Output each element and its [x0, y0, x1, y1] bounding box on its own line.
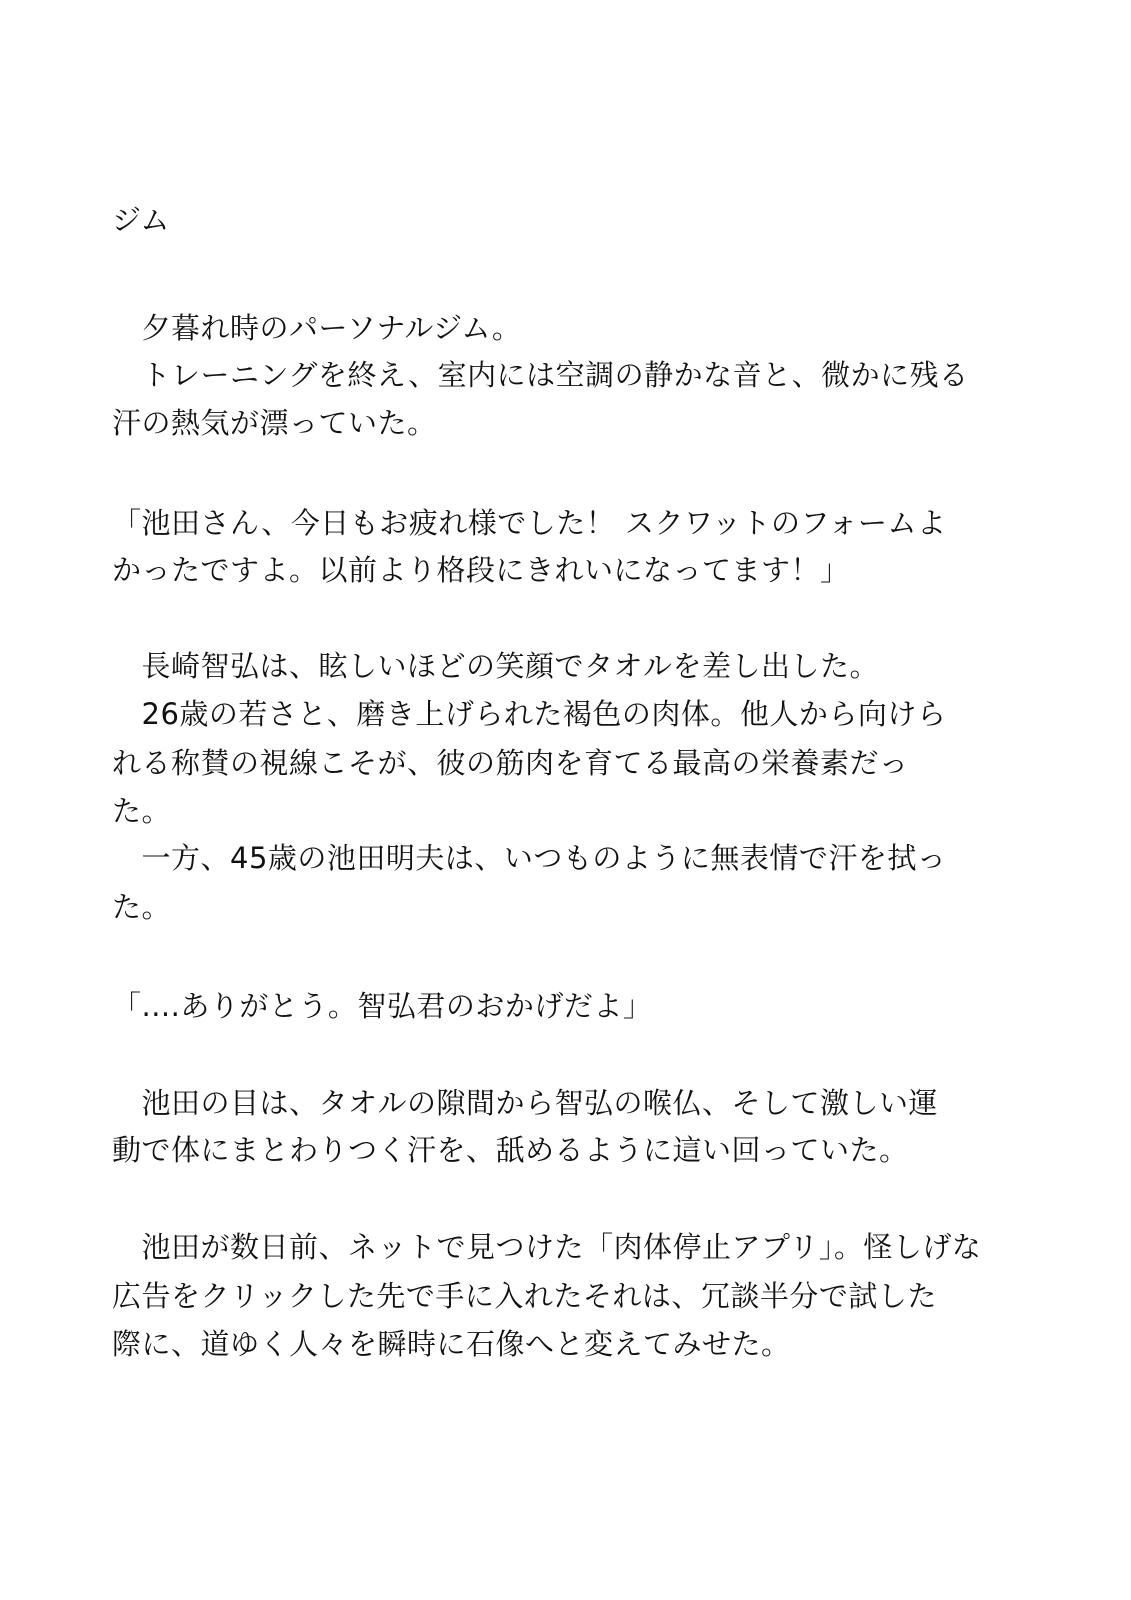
- paragraph-line: た。: [112, 890, 172, 924]
- paragraph-line: トレーニングを終え、室内には空調の静かな音と、微かに残る: [112, 358, 969, 392]
- paragraph-line: れる称賛の視線こそが、彼の筋肉を育てる最高の栄養素だっ: [112, 746, 909, 780]
- paragraph-line: 池田の目は、タオルの隙間から智弘の喉仏、そして激しい運: [112, 1086, 939, 1120]
- paragraph-line: 広告をクリックした先で手に入れたそれは、冗談半分で試した: [112, 1279, 937, 1313]
- paragraph-line: た。: [112, 794, 172, 828]
- paragraph-line: 際に、道ゆく人々を瞬時に石像へと変えてみせた。: [112, 1327, 791, 1361]
- dialogue-line: 「....ありがとう。智弘君のおかげだよ」: [112, 989, 653, 1023]
- paragraph-line: 池田が数日前、ネットで見つけた「肉体停止アプリ」。怪しげな: [112, 1230, 982, 1264]
- dialogue-line: 「池田さん、今日もお疲れ様でした！ スクワットのフォームよ: [112, 506, 947, 540]
- page-title: ジム: [112, 203, 170, 237]
- paragraph-line: 汗の熱気が漂っていた。: [112, 406, 437, 440]
- paragraph-line: 夕暮れ時のパーソナルジム。: [112, 311, 522, 345]
- paragraph-line: 26歳の若さと、磨き上げられた褐色の肉体。他人から向けら: [112, 697, 947, 731]
- paragraph-line: 一方、45歳の池田明夫は、いつものように無表情で汗を拭っ: [112, 841, 947, 875]
- paragraph-line: 動で体にまとわりつく汗を、舐めるように這い回っていた。: [112, 1133, 909, 1167]
- paragraph-line: 長崎智弘は、眩しいほどの笑顔でタオルを差し出した。: [112, 649, 880, 683]
- dialogue-line: かったですよ。以前より格段にきれいになってます！」: [112, 553, 850, 587]
